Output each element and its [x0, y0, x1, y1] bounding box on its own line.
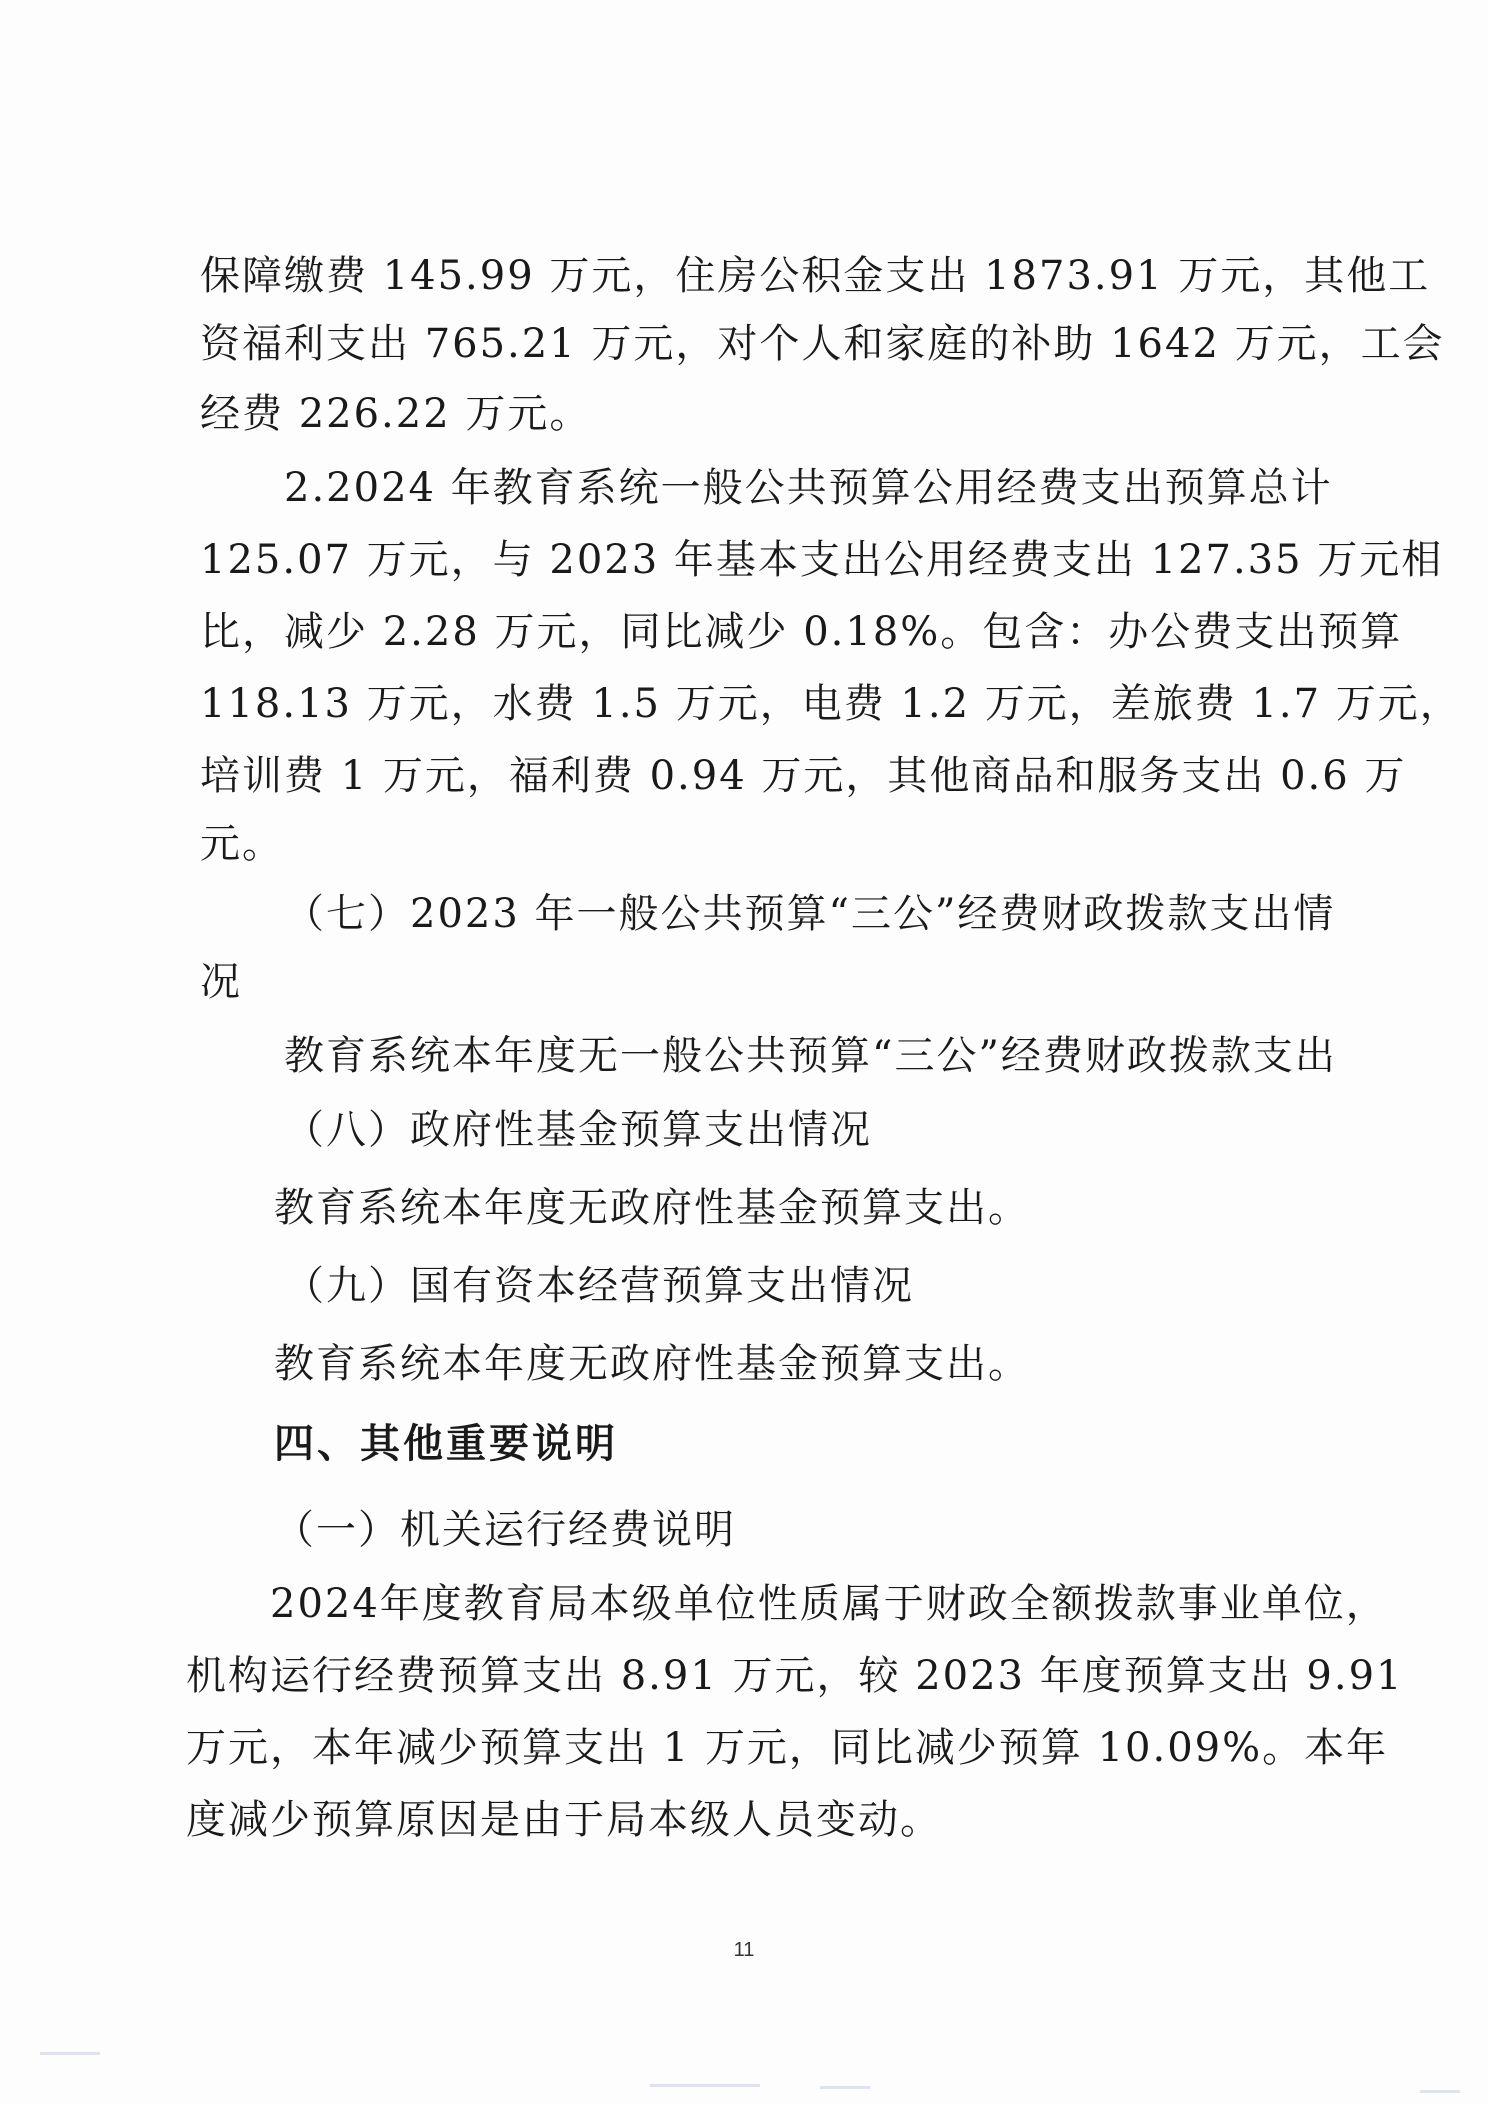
scan-artifact: [650, 2084, 760, 2087]
scan-artifact: [40, 2052, 100, 2055]
text-line: 教育系统本年度无政府性基金预算支出。: [274, 1185, 1030, 1231]
text-line: 培训费 1 万元，福利费 0.94 万元，其他商品和服务支出 0.6 万: [200, 753, 1407, 799]
text-line: 比，减少 2.28 万元，同比减少 0.18%。包含：办公费支出预算: [200, 609, 1403, 655]
text-line: 2024年度教育局本级单位性质属于财政全额拨款事业单位，: [270, 1581, 1388, 1627]
scan-artifact: [1420, 2090, 1460, 2093]
text-line: 教育系统本年度无一般公共预算“三公”经费财政拨款支出: [284, 1033, 1337, 1079]
section-heading: 况: [200, 959, 242, 1005]
text-line: 125.07 万元，与 2023 年基本支出公用经费支出 127.35 万元相: [200, 537, 1444, 583]
section-heading: （八）政府性基金预算支出情况: [284, 1107, 872, 1153]
text-line: 118.13 万元，水费 1.5 万元，电费 1.2 万元，差旅费 1.7 万元，: [200, 681, 1462, 727]
text-line: 2.2024 年教育系统一般公共预算公用经费支出预算总计: [284, 465, 1333, 511]
text-line: 经费 226.22 万元。: [200, 391, 592, 437]
text-line: 万元，本年减少预算支出 1 万元，同比减少预算 10.09%。本年: [186, 1725, 1389, 1771]
section-heading: （七）2023 年一般公共预算“三公”经费财政拨款支出情: [284, 891, 1336, 937]
text-line: 元。: [200, 821, 284, 867]
section-heading: （一）机关运行经费说明: [274, 1507, 736, 1553]
section-heading: （九）国有资本经营预算支出情况: [284, 1263, 914, 1309]
text-line: 度减少预算原因是由于局本级人员变动。: [186, 1797, 942, 1843]
page-number: 11: [733, 1939, 755, 1961]
section-heading-bold: 四、其他重要说明: [274, 1421, 618, 1467]
text-line: 保障缴费 145.99 万元，住房公积金支出 1873.91 万元，其他工: [200, 253, 1431, 299]
scan-artifact: [820, 2086, 870, 2089]
text-line: 机构运行经费预算支出 8.91 万元，较 2023 年度预算支出 9.91: [186, 1653, 1404, 1699]
text-line: 教育系统本年度无政府性基金预算支出。: [274, 1341, 1030, 1387]
text-line: 资福利支出 765.21 万元，对个人和家庭的补助 1642 万元，工会: [200, 321, 1445, 367]
